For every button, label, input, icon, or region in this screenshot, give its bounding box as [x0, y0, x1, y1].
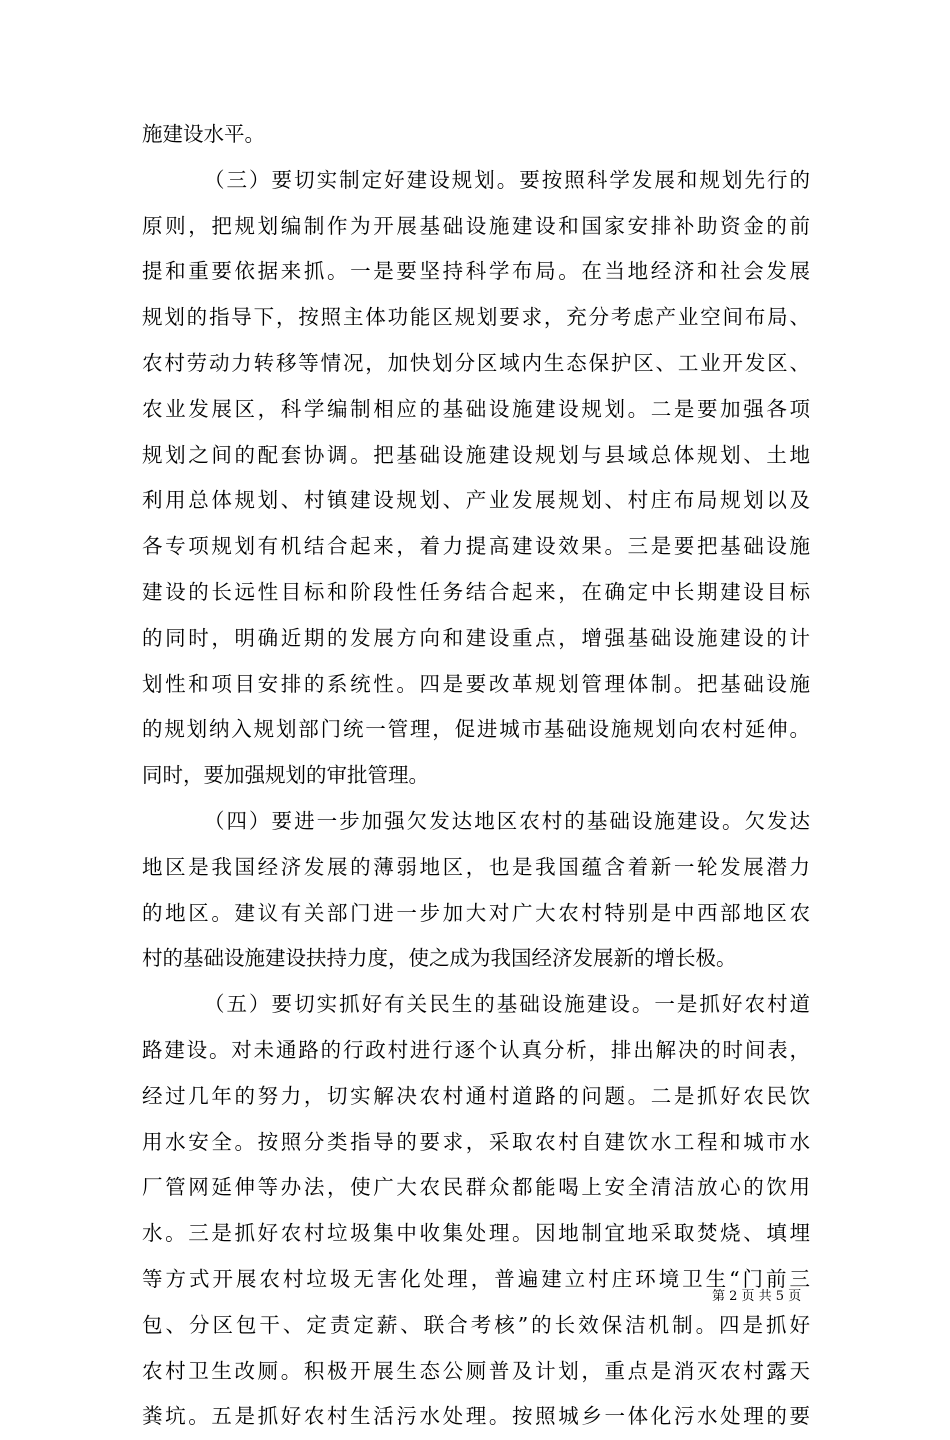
page-number: 第 2 页 共 5 页: [712, 1289, 802, 1304]
text-line: 等方式开展农村垃圾无害化处理，普遍建立村庄环境卫生“门前三: [142, 1266, 810, 1291]
text-line: 农村劳动力转移等情况，加快划分区域内生态保护区、工业开发区、: [142, 350, 810, 375]
text-line: 农业发展区，科学编制相应的基础设施建设规划。二是要加强各项: [142, 396, 810, 421]
text-line: 原则，把规划编制作为开展基础设施建设和国家安排补助资金的前: [142, 213, 810, 238]
text-line: 的规划纳入规划部门统一管理，促进城市基础设施规划向农村延伸。: [142, 717, 810, 742]
text-line: 厂管网延伸等办法，使广大农民群众都能喝上安全清洁放心的饮用: [142, 1175, 810, 1200]
text-line: 利用总体规划、村镇建设规划、产业发展规划、村庄布局规划以及: [142, 488, 810, 513]
text-line: 村的基础设施建设扶持力度，使之成为我国经济发展新的增长极。: [142, 946, 737, 971]
text-line: 农村卫生改厕。积极开展生态公厕普及计划，重点是消灭农村露天: [142, 1358, 810, 1383]
text-line: 施建设水平。: [142, 122, 265, 146]
text-line: 地区是我国经济发展的薄弱地区，也是我国蕴含着新一轮发展潜力: [142, 854, 810, 879]
text-line: 建设的长远性目标和阶段性任务结合起来，在确定中长期建设目标: [142, 579, 810, 604]
text-line: 规划的指导下，按照主体功能区规划要求，充分考虑产业空间布局、: [142, 305, 810, 330]
text-line: 水。三是抓好农村垃圾集中收集处理。因地制宜地采取焚烧、填埋: [142, 1221, 810, 1246]
text-line: 各专项规划有机结合起来，着力提高建设效果。三是要把基础设施: [142, 534, 810, 559]
text-line: 的地区。建议有关部门进一步加大对广大农村特别是中西部地区农: [142, 900, 810, 925]
text-line: 路建设。对未通路的行政村进行逐个认真分析，排出解决的时间表，: [142, 1037, 810, 1062]
text-line: 粪坑。五是抓好农村生活污水处理。按照城乡一体化污水处理的要: [142, 1404, 810, 1429]
text-line: （五）要切实抓好有关民生的基础设施建设。一是抓好农村道: [204, 992, 810, 1017]
text-line: 划性和项目安排的系统性。四是要改革规划管理体制。把基础设施: [142, 671, 810, 696]
text-line: 规划之间的配套协调。把基础设施建设规划与县域总体规划、土地: [142, 442, 810, 467]
text-line: 提和重要依据来抓。一是要坚持科学布局。在当地经济和社会发展: [142, 259, 810, 284]
text-line: 的同时，明确近期的发展方向和建设重点，增强基础设施建设的计: [142, 625, 810, 650]
text-line: 包、分区包干、定责定薪、联合考核”的长效保洁机制。四是抓好: [142, 1312, 810, 1337]
text-line: （三）要切实制定好建设规划。要按照科学发展和规划先行的: [204, 167, 810, 192]
text-line: 同时，要加强规划的审批管理。: [142, 763, 429, 788]
document-body: [142, 112, 810, 1440]
text-line: 经过几年的努力，切实解决农村通村道路的问题。二是抓好农民饮: [142, 1083, 810, 1108]
text-line: 用水安全。按照分类指导的要求，采取农村自建饮水工程和城市水: [142, 1129, 810, 1154]
text-line: （四）要进一步加强欠发达地区农村的基础设施建设。欠发达: [204, 808, 810, 833]
